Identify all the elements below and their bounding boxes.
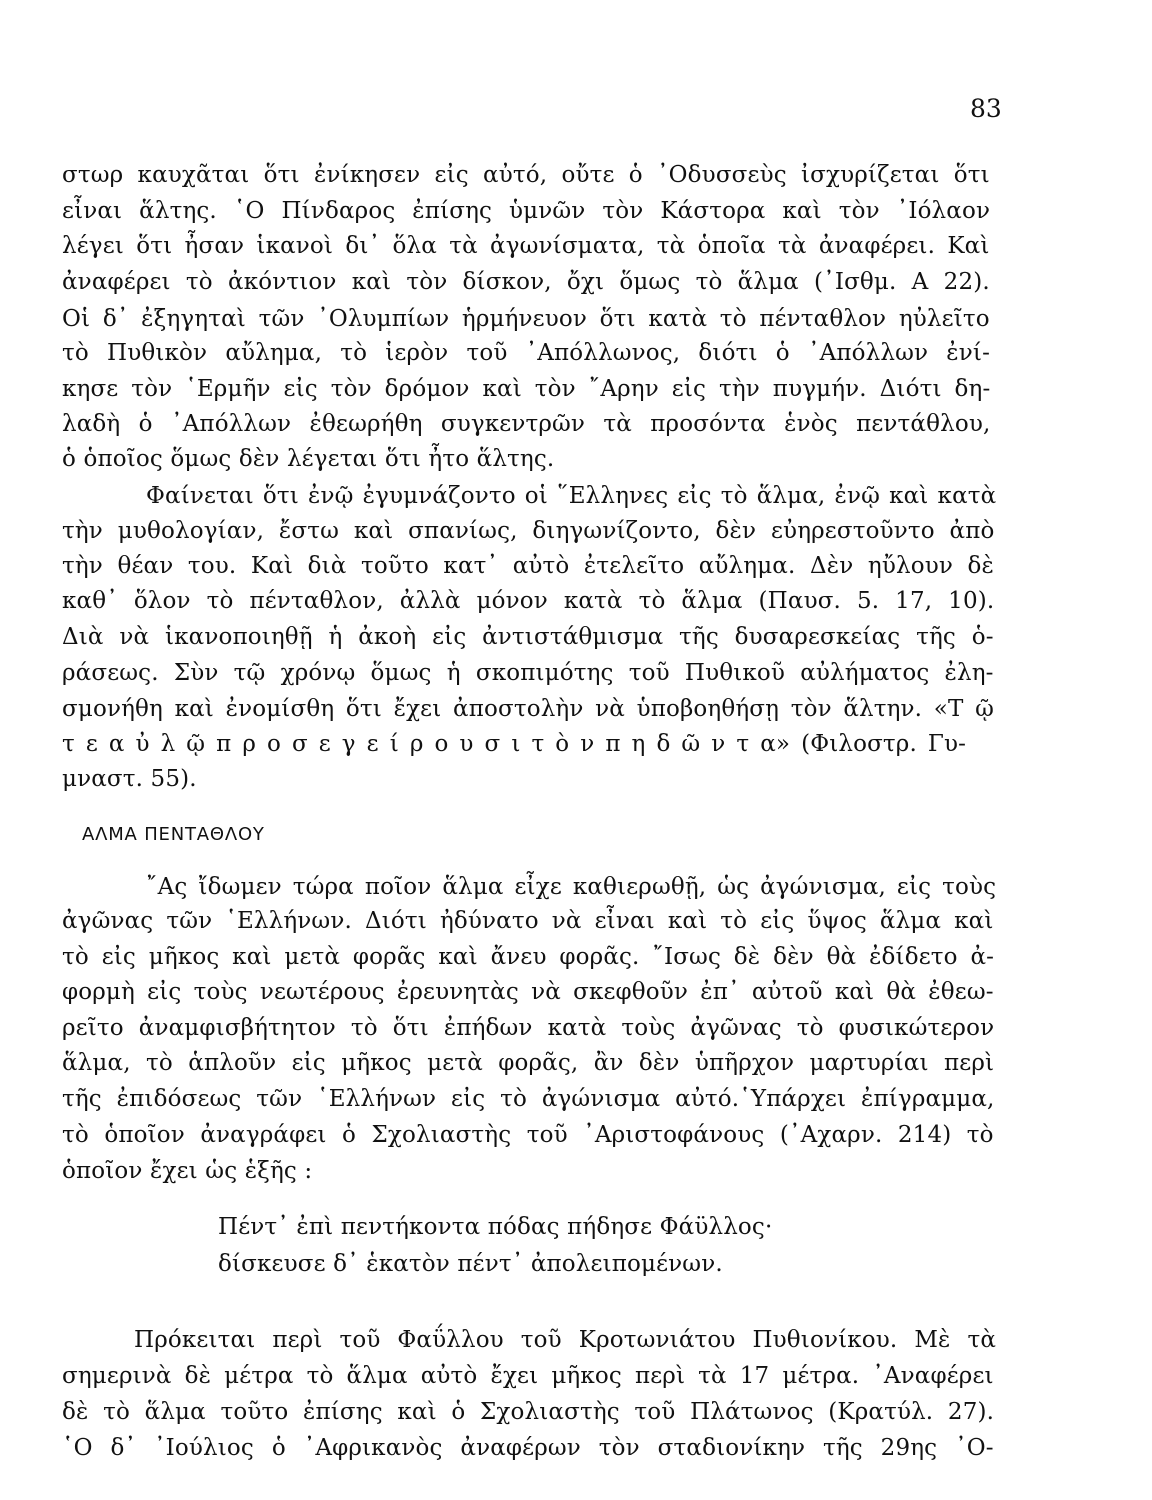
text-line: τ ε α ὐ λ ῷ π ρ ο σ ε γ ε ί ρ ο υ σ ι τ ὸ ν π η δ ῶ ν τ α» (Φιλοστρ. Γυ-	[62, 731, 967, 757]
text-line: Πρόκειται περὶ τοῦ Φαΰλλου τοῦ Κροτωνιάτου Πυθιονίκου. Μὲ τὰ	[134, 1327, 997, 1353]
page-number: 83	[970, 94, 1002, 123]
text-line: τὴν μυθολογίαν, ἔστω καὶ σπανίως, διηγωνίζοντο, δὲν εὐηρεστοῦντο ἀπὸ	[62, 518, 995, 544]
section-heading: ΑΛΜΑ ΠΕΝΤΑΘΛΟΥ	[82, 824, 265, 845]
text-line: σημερινὰ δὲ μέτρα τὸ ἅλμα αὐτὸ ἔχει μῆκος περὶ τὰ 17 μέτρα. ᾿Αναφέρει	[62, 1363, 994, 1389]
text-line: ἀναφέρει τὸ ἀκόντιον καὶ τὸν δίσκον, ὄχι ὅμως τὸ ἅλμα (᾿Ισθμ. Α 22).	[62, 269, 990, 295]
text-line: τῆς ἐπιδόσεως τῶν ῾Ελλήνων εἰς τὸ ἀγώνισμα αὐτό.῾Υπάρχει ἐπίγραμμα,	[62, 1086, 995, 1112]
text-line: ράσεως. Σὺν τῷ χρόνῳ ὅμως ἡ σκοπιμότης τοῦ Πυθικοῦ αὐλήματος ἐλη-	[62, 660, 994, 686]
text-line: Φαίνεται ὅτι ἐνῷ ἐγυμνάζοντο οἱ ῞Ελληνες εἰς τὸ ἅλμα, ἐνῷ καὶ κατὰ	[146, 483, 997, 509]
text-line: τὴν θέαν του. Καὶ διὰ τοῦτο κατ᾿ αὐτὸ ἐτελεῖτο αὔλημα. Δὲν ηὔλουν δὲ	[62, 553, 994, 579]
text-line: τὸ Πυθικὸν αὔλημα, τὸ ἱερὸν τοῦ ᾿Απόλλωνος, διότι ὁ ᾿Απόλλων ἐνί-	[62, 340, 990, 366]
verse-line: Πέντ᾿ ἐπὶ πεντήκοντα πόδας πήδησε Φάϋλλος·	[218, 1214, 773, 1240]
text-line: λέγει ὅτι ἦσαν ἱκανοὶ δι᾿ ὅλα τὰ ἀγωνίσματα, τὰ ὁποῖα τὰ ἀναφέρει. Καὶ	[62, 233, 990, 259]
text-line: ἀγῶνας τῶν ῾Ελλήνων. Διότι ἠδύνατο νὰ εἶναι καὶ τὸ εἰς ὕψος ἅλμα καὶ	[62, 908, 994, 934]
verse-line: δίσκευσε δ᾿ ἑκατὸν πέντ᾿ ἀπολειπομένων.	[218, 1251, 723, 1277]
text-line: τὸ ὁποῖον ἀναγράφει ὁ Σχολιαστὴς τοῦ ᾿Αριστοφάνους (᾿Αχαρν. 214) τὸ	[62, 1122, 994, 1148]
text-line: ἅλμα, τὸ ἁπλοῦν εἰς μῆκος μετὰ φορᾶς, ἂν δὲν ὑπῆρχον μαρτυρίαι περὶ	[62, 1050, 995, 1076]
text-line: ὁ ὁποῖος ὅμως δὲν λέγεται ὅτι ἦτο ἅλτης.	[62, 446, 555, 472]
text-line: ῎Ας ἴδωμεν τώρα ποῖον ἅλμα εἶχε καθιερωθῇ, ὡς ἀγώνισμα, εἰς τοὺς	[146, 874, 997, 900]
text-line: τὸ εἰς μῆκος καὶ μετὰ φορᾶς καὶ ἄνευ φορᾶς. ῎Ισως δὲ δὲν θὰ ἐδίδετο ἀ-	[62, 944, 995, 970]
text-line: μναστ. 55).	[62, 766, 197, 792]
text-line: εἶναι ἅλτης. ῾Ο Πίνδαρος ἐπίσης ὑμνῶν τὸν Κάστορα καὶ τὸν ᾿Ιόλαον	[62, 198, 991, 224]
text-line: ῾Ο δ᾿ ᾿Ιούλιος ὁ ᾿Αφρικανὸς ἀναφέρων τὸν σταδιονίκην τῆς 29ης ᾿Ο-	[62, 1435, 994, 1461]
text-line: κησε τὸν ῾Ερμῆν εἰς τὸν δρόμον καὶ τὸν ῎Αρην εἰς τὴν πυγμήν. Διότι δη-	[62, 376, 991, 402]
text-line: ρεῖτο ἀναμφισβήτητον τὸ ὅτι ἐπήδων κατὰ τοὺς ἀγῶνας τὸ φυσικώτερον	[62, 1015, 995, 1041]
text-line: καθ᾿ ὅλον τὸ πένταθλον, ἀλλὰ μόνον κατὰ τὸ ἅλμα (Παυσ. 5. 17, 10).	[62, 588, 995, 614]
text-line: λαδὴ ὁ ᾿Απόλλων ἐθεωρήθη συγκεντρῶν τὰ προσόντα ἑνὸς πεντάθλου,	[62, 411, 991, 437]
text-line: ὁποῖον ἔχει ὡς ἑξῆς :	[62, 1158, 313, 1184]
text-line: φορμὴ εἰς τοὺς νεωτέρους ἐρευνητὰς νὰ σκεφθοῦν ἐπ᾿ αὐτοῦ καὶ θὰ ἐθεω-	[62, 979, 994, 1005]
text-line: Διὰ νὰ ἱκανοποιηθῇ ἡ ἀκοὴ εἰς ἀντιστάθμισμα τῆς δυσαρεσκείας τῆς ὁ-	[62, 624, 994, 650]
text-line: δὲ τὸ ἅλμα τοῦτο ἐπίσης καὶ ὁ Σχολιαστὴς τοῦ Πλάτωνος (Κρατύλ. 27).	[62, 1399, 995, 1425]
text-line: σμονήθη καὶ ἐνομίσθη ὅτι ἔχει ἀποστολὴν νὰ ὑποβοηθήσῃ τὸν ἅλτην. «Τ ῷ	[62, 696, 995, 722]
text-line: Οἱ δ᾿ ἐξηγηταὶ τῶν ᾿Ολυμπίων ἡρμήνευον ὅτι κατὰ τὸ πένταθλον ηὐλεῖτο	[62, 306, 990, 332]
text-line: στωρ καυχᾶται ὅτι ἐνίκησεν εἰς αὐτό, οὔτε ὁ ᾿Οδυσσεὺς ἰσχυρίζεται ὅτι	[62, 162, 990, 188]
